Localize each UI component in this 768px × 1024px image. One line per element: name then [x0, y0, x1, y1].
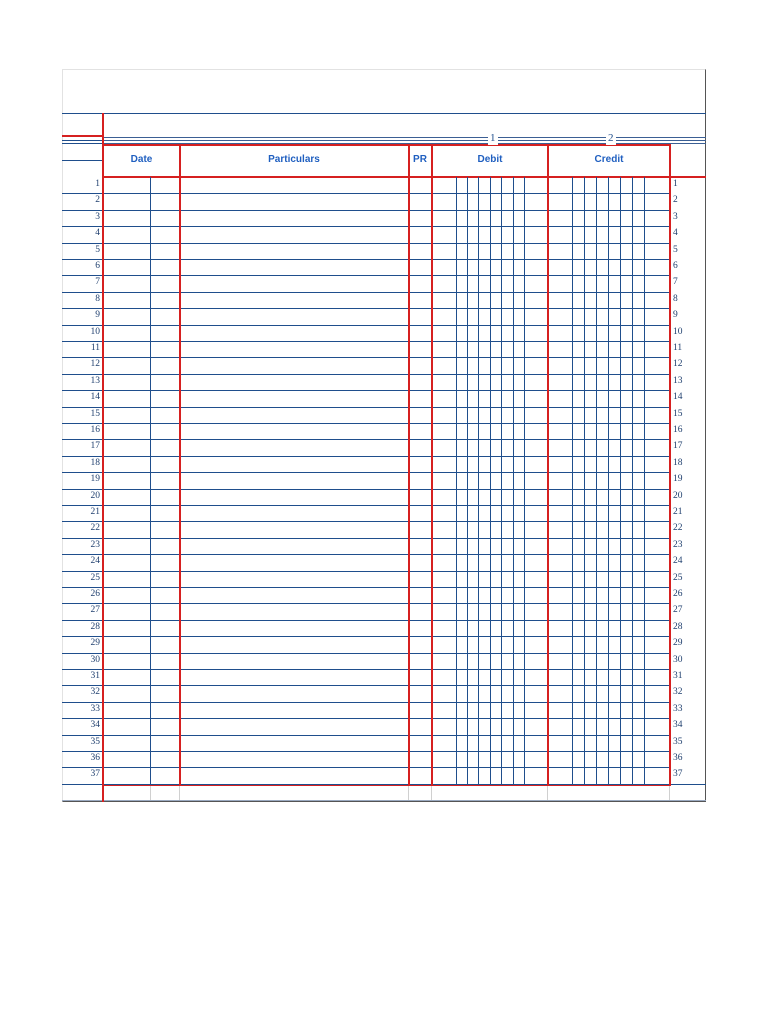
credit-digit-rule — [572, 177, 573, 784]
row-number-right: 2 — [673, 195, 678, 206]
row-rule — [62, 735, 670, 736]
row-number-right: 25 — [673, 572, 683, 583]
row-rule — [62, 456, 670, 457]
row-rule — [62, 767, 670, 768]
row-number-left: 18 — [90, 457, 100, 468]
debit-digit-rule — [467, 177, 468, 784]
row-number-left: 2 — [95, 195, 100, 206]
row-rule — [62, 472, 670, 473]
column-header-date: Date — [130, 154, 153, 165]
row-number-right: 17 — [673, 441, 683, 452]
row-number-right: 7 — [673, 277, 678, 288]
row-number-right: 22 — [673, 523, 683, 534]
row-rule — [62, 357, 670, 358]
row-number-left: 16 — [90, 425, 100, 435]
row-number-left: 36 — [90, 753, 100, 763]
row-rule — [62, 275, 670, 276]
row-number-left: 24 — [90, 556, 100, 567]
row-rule — [62, 521, 670, 522]
row-number-left: 37 — [90, 769, 100, 780]
row-number-left: 29 — [90, 638, 100, 649]
extra-row-rule — [62, 800, 706, 801]
row-rule — [62, 587, 670, 588]
row-number-right: 6 — [673, 261, 678, 271]
debit-digit-rule — [501, 177, 502, 784]
footer-faint-rule — [408, 786, 409, 800]
row-rule — [62, 751, 670, 752]
row-rule — [62, 571, 670, 572]
row-number-right: 30 — [673, 654, 683, 665]
row-number-left: 8 — [95, 293, 100, 304]
row-rule — [62, 210, 670, 211]
debit-digit-rule — [524, 177, 525, 784]
row-rule — [62, 538, 670, 539]
footer-faint-rule — [431, 786, 432, 800]
row-rule — [62, 784, 670, 785]
header-triple-rule — [104, 137, 706, 138]
column-header-pr: PR — [413, 154, 427, 165]
row-number-right: 28 — [673, 621, 683, 632]
ledger-sheet — [62, 69, 706, 802]
column-header-credit: Credit — [594, 154, 624, 165]
column-red-rule — [547, 144, 549, 786]
row-number-left: 1 — [95, 179, 100, 189]
stub-rule — [62, 143, 103, 144]
row-number-right: 10 — [673, 326, 683, 337]
row-number-right: 21 — [673, 507, 683, 517]
row-number-right: 9 — [673, 310, 678, 321]
row-rule — [62, 292, 670, 293]
debit-column-number: 1 — [490, 132, 496, 144]
row-rule — [62, 505, 670, 506]
column-red-rule — [179, 144, 181, 786]
credit-column-number: 2 — [608, 132, 614, 144]
credit-digit-rule — [584, 177, 585, 784]
row-rule — [62, 603, 670, 604]
row-number-right: 14 — [673, 392, 683, 403]
column-red-rule — [408, 144, 410, 786]
row-rule — [62, 439, 670, 440]
row-rule — [62, 669, 670, 670]
row-rule — [62, 653, 670, 654]
row-number-left: 20 — [90, 490, 100, 501]
row-rule — [62, 489, 670, 490]
row-number-left: 9 — [95, 310, 100, 321]
row-number-right: 18 — [673, 457, 683, 468]
row-number-right: 26 — [673, 589, 683, 599]
row-number-right: 19 — [673, 474, 683, 485]
footer-faint-rule — [179, 786, 180, 800]
header-bottom-red-rule — [104, 176, 706, 178]
top-band-rule — [62, 113, 706, 114]
row-number-left: 21 — [90, 507, 100, 517]
row-number-right: 36 — [673, 753, 683, 763]
row-number-right: 8 — [673, 293, 678, 304]
row-number-left: 31 — [90, 671, 100, 681]
left-margin-red-rule — [102, 113, 104, 802]
row-number-right: 3 — [673, 211, 678, 222]
row-number-right: 37 — [673, 769, 683, 780]
row-rule — [62, 423, 670, 424]
row-rule — [62, 407, 670, 408]
row-rule — [62, 259, 670, 260]
credit-digit-rule — [596, 177, 597, 784]
row-number-right: 33 — [673, 703, 683, 714]
row-rule — [62, 374, 670, 375]
column-red-rule — [431, 144, 433, 786]
row-rule — [62, 243, 670, 244]
row-rule — [62, 226, 670, 227]
row-number-left: 19 — [90, 474, 100, 485]
date-day-rule — [150, 177, 151, 784]
row-number-left: 30 — [90, 654, 100, 665]
row-number-left: 14 — [90, 392, 100, 403]
row-number-left: 27 — [90, 605, 100, 616]
row-number-right: 29 — [673, 638, 683, 649]
row-number-right: 4 — [673, 228, 678, 239]
column-header-particulars: Particulars — [268, 154, 320, 165]
row-number-right: 13 — [673, 375, 683, 386]
row-number-left: 4 — [95, 228, 100, 239]
row-number-right: 5 — [673, 244, 678, 255]
row-number-left: 25 — [90, 572, 100, 583]
column-header-debit: Debit — [477, 154, 503, 165]
row-number-right: 23 — [673, 539, 683, 550]
debit-digit-rule — [490, 177, 491, 784]
stub-rule — [62, 160, 103, 161]
footer-faint-rule — [669, 786, 670, 800]
row-number-left: 15 — [90, 408, 100, 419]
row-number-left: 7 — [95, 277, 100, 288]
stub-rule — [62, 140, 103, 141]
row-number-left: 6 — [95, 261, 100, 271]
row-number-right: 34 — [673, 720, 683, 731]
credit-digit-rule — [644, 177, 645, 784]
row-number-left: 5 — [95, 244, 100, 255]
row-number-right: 12 — [673, 359, 683, 370]
row-rule — [62, 620, 670, 621]
debit-digit-rule — [456, 177, 457, 784]
row-number-right: 16 — [673, 425, 683, 435]
row-number-left: 26 — [90, 589, 100, 599]
row-rule — [62, 308, 670, 309]
credit-digit-rule — [608, 177, 609, 784]
row-number-left: 3 — [95, 211, 100, 222]
row-number-right: 27 — [673, 605, 683, 616]
row-rule — [62, 554, 670, 555]
row-rule — [62, 718, 670, 719]
row-rule — [670, 784, 706, 785]
row-number-left: 13 — [90, 375, 100, 386]
row-number-left: 33 — [90, 703, 100, 714]
row-rule — [62, 390, 670, 391]
credit-digit-rule — [632, 177, 633, 784]
row-number-left: 22 — [90, 523, 100, 534]
row-number-right: 24 — [673, 556, 683, 567]
row-number-right: 35 — [673, 736, 683, 747]
row-number-left: 11 — [90, 343, 100, 353]
row-rule — [62, 193, 670, 194]
row-number-right: 20 — [673, 490, 683, 501]
row-number-left: 35 — [90, 736, 100, 747]
row-number-left: 28 — [90, 621, 100, 632]
row-number-left: 32 — [90, 687, 100, 698]
row-number-right: 11 — [673, 343, 683, 353]
row-number-left: 17 — [90, 441, 100, 452]
row-rule — [62, 325, 670, 326]
row-number-left: 23 — [90, 539, 100, 550]
row-rule — [62, 636, 670, 637]
debit-digit-rule — [513, 177, 514, 784]
footer-faint-rule — [547, 786, 548, 800]
row-number-right: 15 — [673, 408, 683, 419]
header-triple-rule — [104, 140, 706, 141]
row-rule — [62, 341, 670, 342]
row-rule — [62, 702, 670, 703]
row-number-right: 1 — [673, 179, 678, 189]
row-number-left: 34 — [90, 720, 100, 731]
row-number-right: 32 — [673, 687, 683, 698]
footer-faint-rule — [150, 786, 151, 800]
stub-red-rule — [62, 135, 104, 137]
row-number-left: 10 — [90, 326, 100, 337]
row-rule — [62, 685, 670, 686]
row-number-right: 31 — [673, 671, 683, 681]
credit-digit-rule — [620, 177, 621, 784]
column-red-rule — [669, 144, 671, 786]
row-number-left: 12 — [90, 359, 100, 370]
debit-digit-rule — [478, 177, 479, 784]
